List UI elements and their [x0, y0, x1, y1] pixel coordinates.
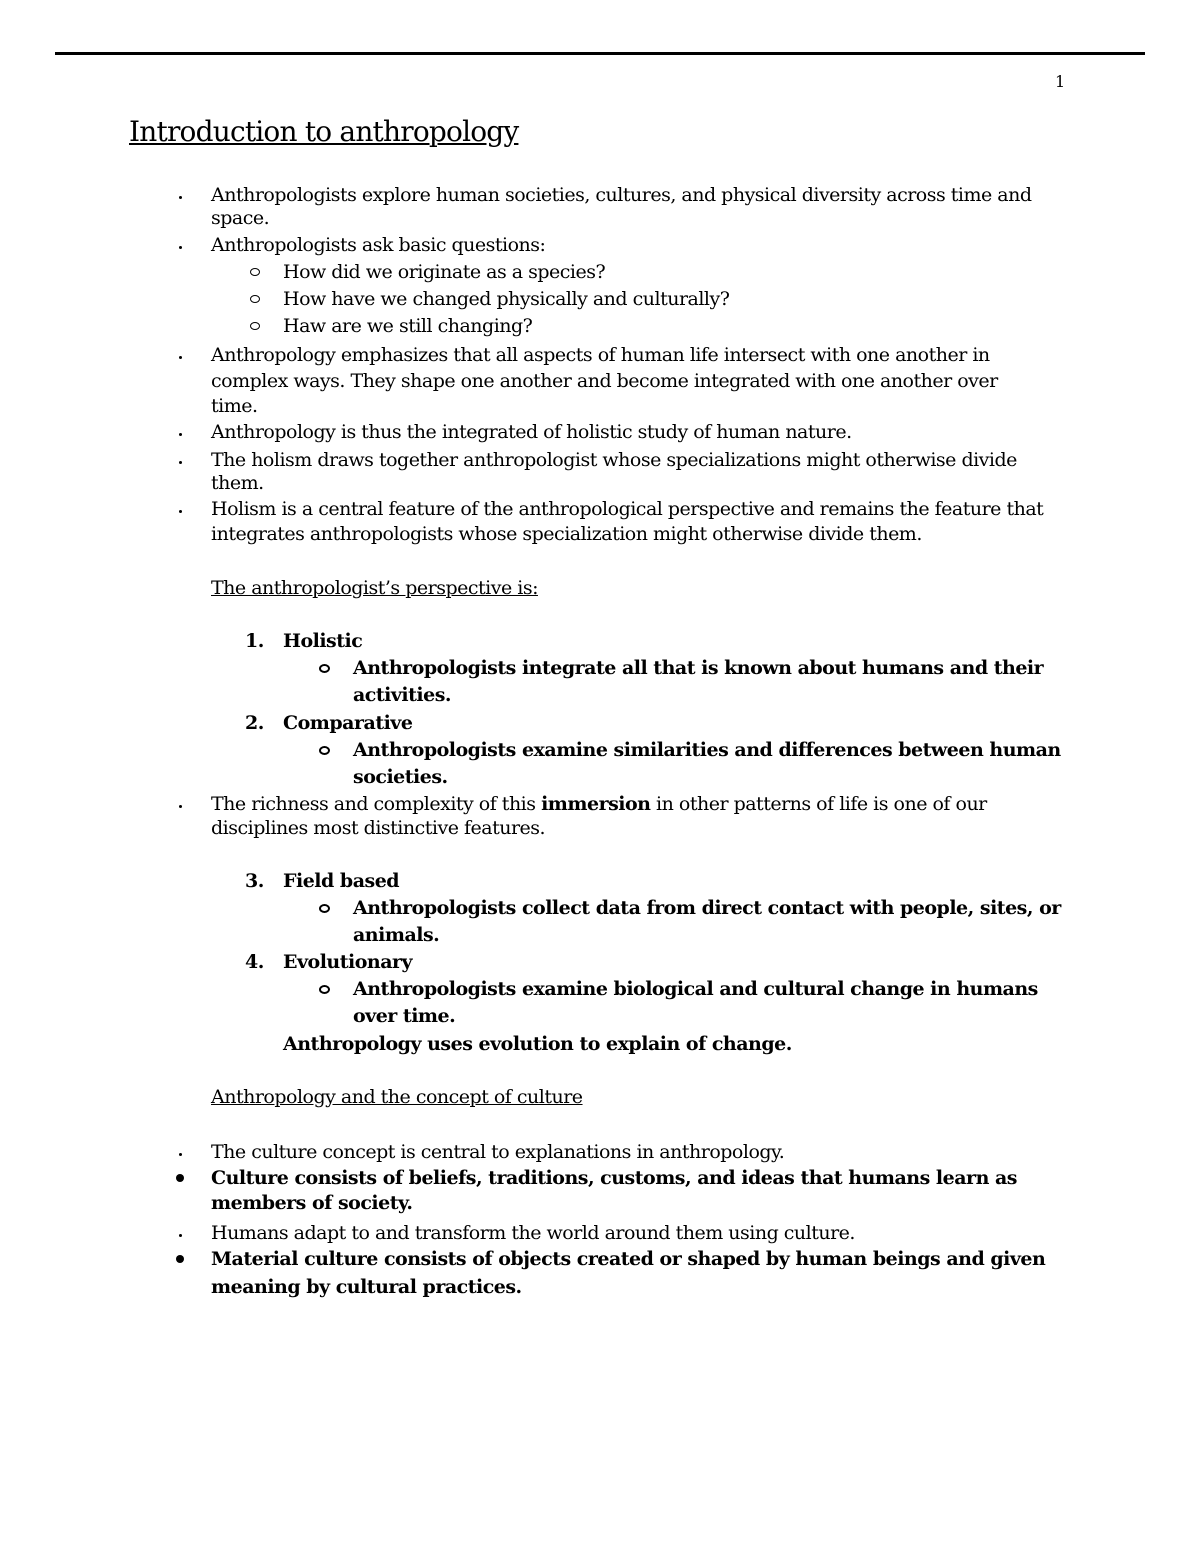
page-title: Introduction to anthropology — [129, 115, 519, 148]
question-1: How did we originate as a species? — [283, 261, 606, 283]
list-number: 1. — [245, 630, 264, 652]
sub-bullet-marker — [319, 664, 330, 673]
sub-bullet-marker — [319, 985, 330, 994]
sub-bullet-marker — [250, 322, 260, 330]
evolution-note: Anthropology uses evolution to explain of change. — [283, 1033, 792, 1055]
bullet-marker — [176, 1174, 184, 1182]
intro-bullet-5-cont: them. — [211, 472, 264, 494]
bullet-marker — [179, 1153, 182, 1156]
intro-bullet-1: Anthropologists explore human societies, cultures, and physical diversity across time and — [211, 184, 1032, 206]
sub-bullet-marker — [319, 746, 330, 755]
perspective-desc: Anthropologists examine biological and cultural change in humans — [353, 978, 1038, 1000]
perspective-label: Field based — [283, 870, 400, 892]
perspective-desc: Anthropologists examine similarities and differences between human — [353, 739, 1061, 761]
intro-bullet-2: Anthropologists ask basic questions: — [211, 234, 546, 256]
culture-bullet-3: Humans adapt to and transform the world around them using culture. — [211, 1222, 855, 1244]
culture-bullet-1: The culture concept is central to explanations in anthropology. — [211, 1141, 785, 1163]
intro-bullet-3-cont: complex ways. They shape one another and become integrated with one another over — [211, 370, 998, 392]
intro-bullet-5: The holism draws together anthropologist whose specializations might otherwise divide — [211, 449, 1017, 471]
bullet-marker — [179, 461, 182, 464]
intro-bullet-6-cont: integrates anthropologists whose specialization might otherwise divide them. — [211, 523, 922, 545]
question-2: How have we changed physically and culturally? — [283, 288, 730, 310]
intro-bullet-4: Anthropology is thus the integrated of holistic study of human nature. — [211, 421, 852, 443]
bullet-marker — [179, 196, 182, 199]
header-rule — [55, 52, 1145, 55]
bullet-marker — [179, 246, 182, 249]
sub-bullet-marker — [319, 904, 330, 913]
perspective-label: Comparative — [283, 712, 413, 734]
bullet-marker — [179, 510, 182, 513]
bullet-marker — [179, 1234, 182, 1237]
bullet-marker — [179, 805, 182, 808]
list-number: 2. — [245, 712, 264, 734]
intro-bullet-3: Anthropology emphasizes that all aspects of human life intersect with one another in — [211, 344, 990, 366]
bullet-marker — [179, 356, 182, 359]
perspective-label: Evolutionary — [283, 951, 413, 973]
sub-bullet-marker — [250, 295, 260, 303]
perspective-desc-cont: activities. — [353, 684, 452, 706]
section-heading: The anthropologist’s perspective is: — [211, 577, 538, 599]
question-3: Haw are we still changing? — [283, 315, 533, 337]
perspective-desc-cont: animals. — [353, 924, 440, 946]
section-heading: Anthropology and the concept of culture — [211, 1086, 583, 1108]
intro-bullet-6: Holism is a central feature of the anthropological perspective and remains the feature that — [211, 498, 1044, 520]
perspective-desc: Anthropologists collect data from direct contact with people, sites, or — [353, 897, 1061, 919]
perspective-desc: Anthropologists integrate all that is known about humans and their — [353, 657, 1044, 679]
culture-bullet-4: Material culture consists of objects created or shaped by human beings and given — [211, 1248, 1046, 1270]
list-number: 3. — [245, 870, 264, 892]
perspective-desc-cont: societies. — [353, 766, 448, 788]
culture-bullet-2-cont: members of society. — [211, 1192, 413, 1214]
intro-bullet-1-cont: space. — [211, 207, 270, 229]
immersion-text-cont: disciplines most distinctive features. — [211, 817, 546, 839]
perspective-desc-cont: over time. — [353, 1005, 456, 1027]
bullet-marker — [176, 1255, 184, 1263]
perspective-label: Holistic — [283, 630, 363, 652]
bullet-marker — [179, 433, 182, 436]
culture-bullet-4-cont: meaning by cultural practices. — [211, 1276, 522, 1298]
list-number: 4. — [245, 951, 264, 973]
culture-bullet-2: Culture consists of beliefs, traditions, customs, and ideas that humans learn as — [211, 1167, 1018, 1189]
sub-bullet-marker — [250, 268, 260, 276]
immersion-text: The richness and complexity of this immersion in other patterns of life is one of our — [211, 793, 987, 815]
intro-bullet-3-cont: time. — [211, 395, 258, 417]
page-number: 1 — [1055, 72, 1066, 91]
